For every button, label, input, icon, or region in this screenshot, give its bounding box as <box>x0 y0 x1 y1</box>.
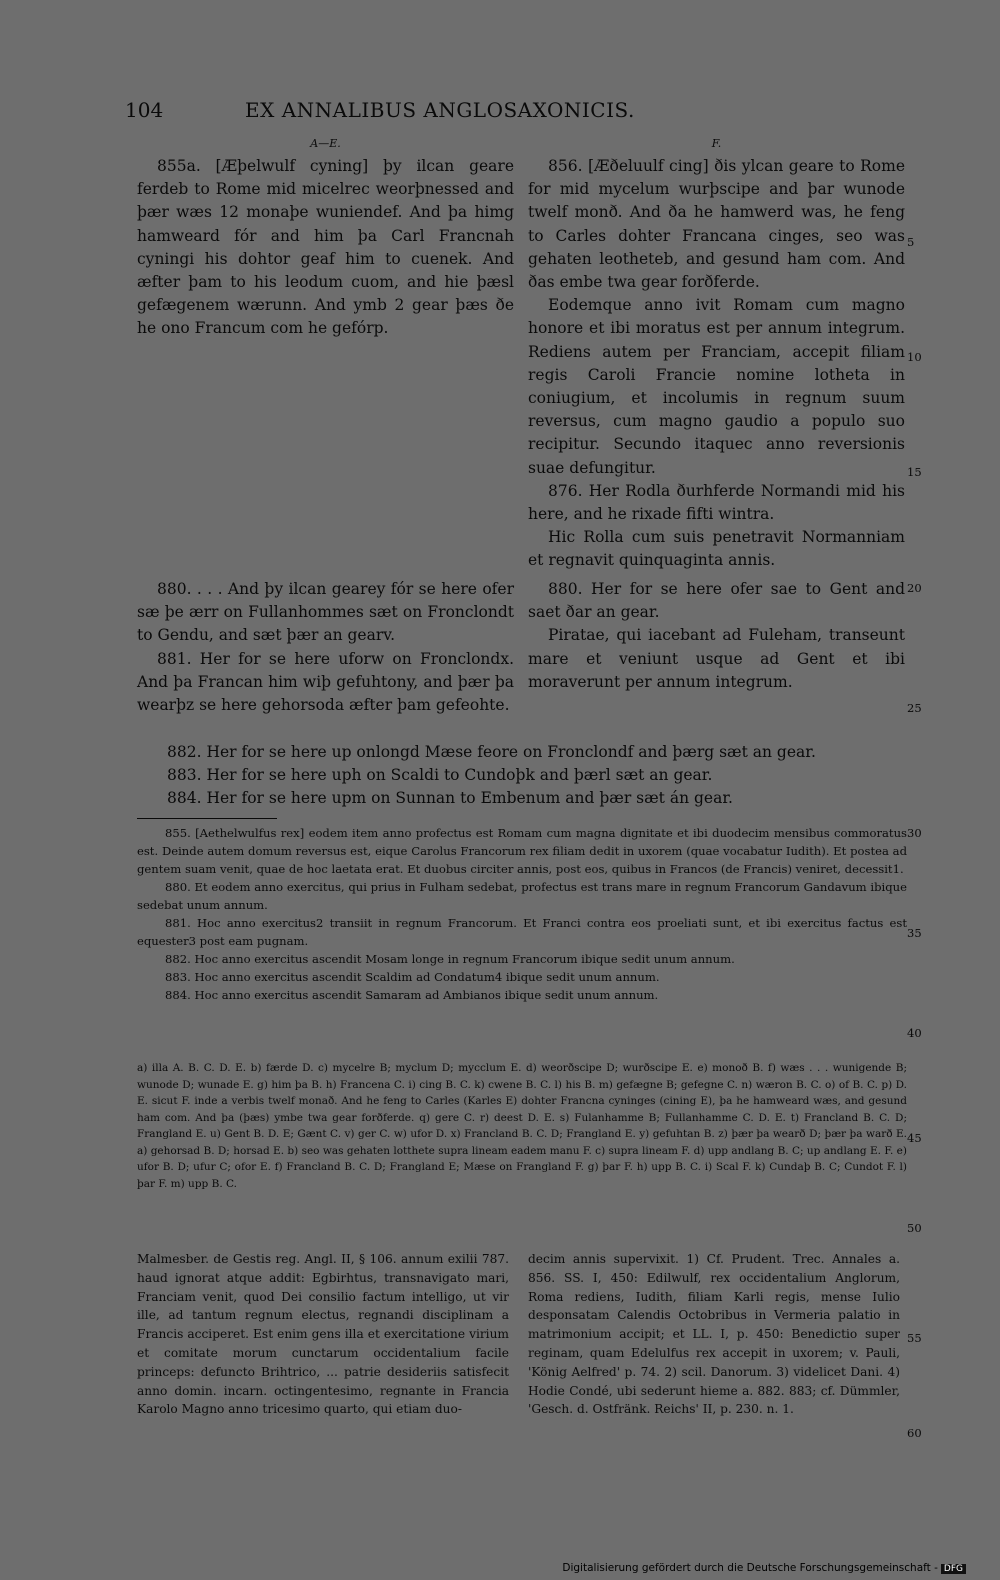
line-number: 5 <box>907 235 915 249</box>
dfg-logo-icon: DFG <box>941 1564 966 1574</box>
line-number: 20 <box>907 581 922 595</box>
line-number: 50 <box>907 1221 922 1235</box>
note-855: 855. [Aethelwulfus rex] eodem item anno profectus est Romam cum magna dignitate et ibi duodecim mensibus commoratus est. Deinde autem domum reversus est, eique Carolus Francorum rex filiam dedit in uxorem (quae vocabatur Iudith). Et postea ad gentem suam venit, quae de hoc laetata erat. Et duobus circiter annis, post eos, quibus in Francos (de Francis) veniret, decessit1. <box>137 826 907 876</box>
variant-apparatus: a) illa A. B. C. D. E. b) færde D. c) mycelre B; myclum D; mycclum E. d) weorðscipe D; wurðscipe E. e) monoð B. f) wæs . . . wunigende B; wunode D; wunade E. g) him þa B. h) Francena C. i) cing B. C. k) cwene B. C. l) his B. m) gefægne B; gefegne C. n) wæron B. C. o) of B. C. p) D. E. sicut F. inde a verbis twelf monað. And he feng to Carles (Karles E) dohter Francna cyninges (cining E), þa he hamweard wæs, and gesund ham com. And þa (þæs) ymbe twa gear forðferde. q) gere C. r) deest D. E. s) Fulanhamme B; Fullanhamme C. D. E. t) Francland B. C. D; Frangland E. u) Gent B. D. E; Gænt C. v) ger C. w) ufor D. x) Francland B. C. D; Frangland E. y) gefuhtan B. z) þær þa wearð D; þær þa warð E. a) gehorsad B. D; horsad E. b) seo was gehaten lotthete supra lineam eadem manu F. c) supra lineam F. d) upp andlang B. C; up andlang E. F. e) ufor B. D; ufur C; ofor E. f) Francland B. C. D; Frangland E; Mæse on Frangland F. g) þar F. h) upp B. C. i) Scal F. k) Cundaþ B. C; Cundot F. l) þar F. m) upp B. C. <box>137 1062 907 1190</box>
entry-856-oe: 856. [Æðeluulf cing] ðis ylcan geare to Rome for mid mycelum wurþscipe and þar wunode twelf monð. And ða he hamwerd was, he feng to Carles dohter Francana cinges, seo was gehaten leotheteb, and gesund ham com. And ðas embe twa gear forðferde. <box>528 157 905 292</box>
entry-880-oe-right: 880. Her for se here ofer sae to Gent and saet ðar an gear. <box>528 580 905 622</box>
left-column-855 <box>137 155 514 341</box>
historical-notes-right: decim annis supervixit. 1) Cf. Prudent. Trec. Annales a. 856. SS. I, 450: Edilwulf, rex occidentalium Anglorum, Roma rediens, Iudith, filiam Karli regis, mense Iulio desponsatam Calendis Octobribus in Vermeria palatio in matrimonium accipit; et LL. I, p. 450: Benedictio super reginam, quam Edelulfus rex accepit in uxorem; v. Pauli, 'König Aelfred' p. 74. 2) scil. Danorum. 3) videlicet Dani. 4) Hodie Condé, ubi sederunt hieme a. 882. 883; cf. Dümmler, 'Gesch. d. Ostfränk. Reichs' II, p. 230. n. 1. <box>528 1252 900 1417</box>
note-882: 882. Hoc anno exercitus ascendit Mosam longe in regnum Francorum ibique sedit unum annum. <box>165 952 735 966</box>
note-880: 880. Et eodem anno exercitus, qui prius in Fulham sedebat, profectus est trans mare in regnum Francorum Gandavum ibique sedebat unum annum. <box>137 880 907 912</box>
line-number: 25 <box>907 701 922 715</box>
note-881: 881. Hoc anno exercitus2 transiit in regnum Francorum. Et Franci contra eos proeliati sunt, et ibi exercitus factus est equester3 post eam pugnam. <box>137 916 907 948</box>
entry-880-latin: Piratae, qui iacebant ad Fuleham, transeunt mare et veniunt usque ad Gent et ibi moraverunt per annum integrum. <box>528 626 905 691</box>
digitization-credit <box>562 1562 966 1574</box>
entry-884: 884. Her for se here upm on Sunnan to Embenum and þær sæt án gear. <box>167 789 733 808</box>
line-number: 45 <box>907 1131 922 1145</box>
running-head <box>125 98 670 128</box>
line-number: 35 <box>907 926 922 940</box>
line-number: 55 <box>907 1331 922 1345</box>
entry-883: 883. Her for se here uph on Scaldi to Cundoþk and þærl sæt an gear. <box>167 766 713 785</box>
entry-882: 882. Her for se here up onlongd Mæse feore on Fronclondf and þærg sæt an gear. <box>167 743 816 761</box>
right-column-siglum: F. <box>711 137 722 150</box>
entry-855-oe: 855a. [Æþelwulf cyning] þy ilcan geare ferdeb to Rome mid micelrec weorþnessed and þær wæs 12 monaþe wuniendef. And þa himg hamweard fór and him þa Carl Francnah cyningi his dohtor geaf him to cuenek. And æfter þam to his leodum cuom, and hie þæsl gefægenem wærunn. And ymb 2 gear þæs ðe he ono Francum com he gefórp. <box>137 157 514 338</box>
line-number: 10 <box>907 350 922 364</box>
credit-text: Digitalisierung gefördert durch die Deutsche Forschungsgemeinschaft - <box>562 1562 938 1574</box>
entry-876-oe: 876. Her Rodla ðurhferde Normandi mid his here, and he rixade fifti wintra. <box>528 481 905 524</box>
left-column-siglum: A—E. <box>310 137 341 150</box>
running-title: EX ANNALIBUS ANGLOSAXONICIS. <box>245 98 635 122</box>
note-884: 884. Hoc anno exercitus ascendit Samaram ad Ambianos ibique sedit unum annum. <box>165 988 659 1002</box>
entry-881-oe-left: 881. Her for se here uforw on Fronclondx. And þa Francan him wiþ gefuhtony, and þær þa wearþz se here gehorsoda æfter þam gefeohte. <box>137 649 514 715</box>
line-number: 40 <box>907 1026 922 1040</box>
entry-876-latin: Hic Rolla cum suis penetravit Normanniam et regnavit quinquaginta annis. <box>528 528 905 570</box>
historical-notes-left: Malmesber. de Gestis reg. Angl. II, § 106. annum exilii 787. haud ignorat atque addit: Egbirhtus, transnavigato mari, Franciam venit, quod Dei consilio factum intelligo, ut vir ille, ad tantum regnum electus, regnandi disciplinam a Francis acciperet. Est enim gens illa et exercitatione virium et comitate morum cunctarum occidentalium facile princeps: defuncto Brihtrico, ... patrie desideriis satisfecit anno domin. incarn. octingentesimo, regnante in Francia Karolo Magno anno tricesimo quarto, qui etiam duo- <box>137 1252 509 1417</box>
footnote-rule <box>137 818 277 819</box>
latin-translation-notes <box>137 824 907 1004</box>
line-number: 30 <box>907 826 922 840</box>
line-number: 60 <box>907 1426 922 1440</box>
entry-880-oe-left: 880. . . . And þy ilcan gearey fór se here ofer sæ þe ærr on Fullanhommes sæt on Fronclondt to Gendu, and sæt þær an gearv. <box>137 580 514 645</box>
right-column-880 <box>528 578 905 694</box>
right-column-856 <box>528 155 905 573</box>
page-number: 104 <box>125 98 164 122</box>
left-column-880 <box>137 578 514 717</box>
note-883: 883. Hoc anno exercitus ascendit Scaldim ad Condatum4 ibique sedit unum annum. <box>165 970 660 984</box>
full-width-entries <box>137 741 907 811</box>
line-number: 15 <box>907 465 922 479</box>
entry-856-latin: Eodemque anno ivit Romam cum magno honore et ibi moratus est per annum integrum. Rediens autem per Franciam, accepit filiam regis Caroli Francie nomine lotheta in coniugium, et incolumis in regnum suum reversus, cum magno gaudio a populo suo recipitur. Secundo itaquec anno reversionis suae defungitur. <box>528 296 905 477</box>
